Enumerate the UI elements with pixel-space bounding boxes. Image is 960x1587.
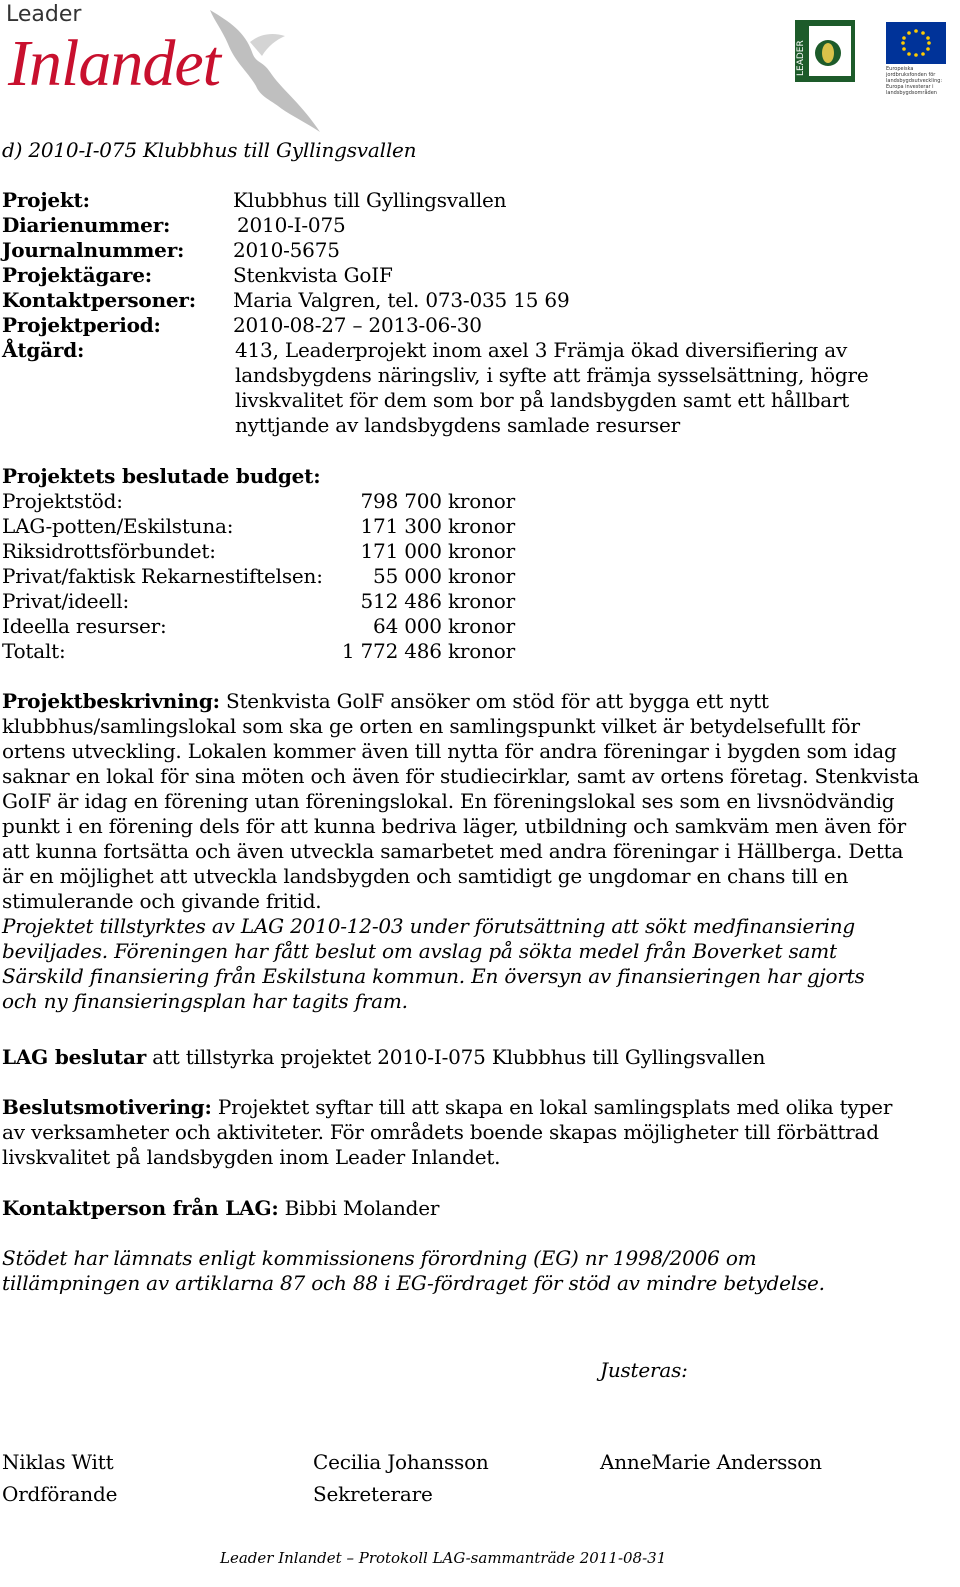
motivation-line: av verksamheter och aktiviteter. För områdets boende skapas möjligheter till förbättrad xyxy=(2,1120,879,1144)
signature-name: AnneMarie Andersson xyxy=(600,1450,822,1474)
budget-label: Privat/ideell: xyxy=(2,589,130,613)
field-label: Projektperiod: xyxy=(2,313,161,337)
description-line xyxy=(2,689,769,714)
description-text: Stenkvista GolF ansöker om stöd för att bygga ett nytt xyxy=(219,689,769,713)
decision-line xyxy=(2,1045,765,1070)
field-label: Journalnummer: xyxy=(2,238,185,262)
budget-label: Projektstöd: xyxy=(2,489,123,513)
leader-logo-icon xyxy=(795,20,855,82)
budget-amount: 64 000 kronor xyxy=(373,614,515,638)
description-italic-line: Särskild finansiering från Eskilstuna kommun. En översyn av finansieringen har gjorts xyxy=(2,964,865,988)
budget-amount: 1 772 486 kronor xyxy=(341,639,515,663)
description-label: Projektbeskrivning: xyxy=(2,689,220,713)
atgard-line: livskvalitet för dem som bor på landsbygden samt ett hållbart xyxy=(235,388,850,412)
description-line: ortens utveckling. Lokalen kommer även till nytta för andra föreningar i bygden som idag xyxy=(2,739,897,763)
description-italic-line: och ny finansieringsplan har tagits fram. xyxy=(2,989,408,1013)
budget-amount: 512 486 kronor xyxy=(360,589,515,613)
field-value: Stenkvista GoIF xyxy=(233,263,393,287)
field-value: Maria Valgren, tel. 073-035 15 69 xyxy=(233,288,570,312)
signature-name: Cecilia Johansson xyxy=(313,1450,489,1474)
contact-line xyxy=(2,1196,439,1221)
field-label: Projekt: xyxy=(2,188,90,212)
field-label: Projektägare: xyxy=(2,263,152,287)
legal-line: tillämpningen av artiklarna 87 och 88 i EG-fördraget för stöd av mindre betydelse. xyxy=(2,1271,825,1295)
budget-label: Riksidrottsförbundet: xyxy=(2,539,216,563)
eu-flag-icon xyxy=(886,22,946,64)
justeras-label: Justeras: xyxy=(600,1358,688,1382)
budget-label: Ideella resurser: xyxy=(2,614,167,638)
atgard-line: 413, Leaderprojekt inom axel 3 Främja ökad diversifiering av xyxy=(235,338,848,362)
description-line: saknar en lokal för sina möten och även för studiecirklar, samt av ortens företag. Stenkvista xyxy=(2,764,919,788)
description-line: punkt i en förening dels för att kunna bedriva läger, utbildning och samkväm men även för xyxy=(2,814,906,838)
budget-amount: 171 300 kronor xyxy=(360,514,515,538)
field-value: 2010-08-27 – 2013-06-30 xyxy=(233,313,482,337)
decision-label: LAG beslutar xyxy=(2,1045,147,1069)
budget-heading: Projektets beslutade budget: xyxy=(2,464,321,488)
budget-amount: 55 000 kronor xyxy=(373,564,515,588)
description-line: är en möjlighet att utveckla landsbygden och samtidigt ge ungdomar en chans till en xyxy=(2,864,849,888)
budget-amount: 171 000 kronor xyxy=(360,539,515,563)
bird-logo-icon xyxy=(190,2,330,137)
page-footer: Leader Inlandet – Protokoll LAG-sammanträde 2011-08-31 xyxy=(220,1549,667,1567)
description-line: stimulerande och givande fritid. xyxy=(2,889,322,913)
description-line: GoIF är idag en förening utan föreningslokal. En föreningslokal ses som en livsnödvändig xyxy=(2,789,895,813)
field-value: Klubbhus till Gyllingsvallen xyxy=(233,188,507,212)
section-title: d) 2010-I-075 Klubbhus till Gyllingsvallen xyxy=(2,138,417,162)
signature-name: Niklas Witt xyxy=(2,1450,114,1474)
svg-text:LEADER: LEADER xyxy=(796,40,806,76)
eu-caption: Europeiska jordbruksfonden för landsbygdsutveckling: Europa investerar i landsbygdsområden xyxy=(886,66,943,96)
motivation-line: livskvalitet på landsbygden inom Leader Inlandet. xyxy=(2,1145,501,1169)
logo-leader-text: Leader xyxy=(6,2,82,27)
budget-label: LAG-potten/Eskilstuna: xyxy=(2,514,234,538)
logo-inlandet-text: Inlandet xyxy=(8,27,220,100)
description-line: klubbhus/samlingslokal som ska ge orten en samlingspunkt vilket är betydelsefullt för xyxy=(2,714,860,738)
signature-role: Ordförande xyxy=(2,1482,118,1506)
legal-line: Stödet har lämnats enligt kommissionens förordning (EG) nr 1998/2006 om xyxy=(2,1246,757,1270)
motivation-text: Projektet syftar till att skapa en lokal samlingsplats med olika typer xyxy=(211,1095,893,1119)
budget-amount: 798 700 kronor xyxy=(360,489,515,513)
atgard-line: landsbygdens näringsliv, i syfte att främja sysselsättning, högre xyxy=(235,363,869,387)
description-line: att kunna fortsätta och även utveckla samarbetet med andra föreningar i Hällberga. Detta xyxy=(2,839,904,863)
field-label: Diarienummer: xyxy=(2,213,171,237)
description-italic-line: beviljades. Föreningen har fått beslut om avslag på sökta medel från Boverket samt xyxy=(2,939,837,963)
atgard-label: Åtgärd: xyxy=(2,338,85,362)
budget-label: Totalt: xyxy=(2,639,66,663)
description-italic-line: Projektet tillstyrktes av LAG 2010-12-03 under förutsättning att sökt medfinansiering xyxy=(2,914,856,938)
atgard-line: nyttjande av landsbygdens samlade resurser xyxy=(235,413,680,437)
budget-label: Privat/faktisk Rekarnestiftelsen: xyxy=(2,564,323,588)
field-value: 2010-5675 xyxy=(233,238,340,262)
motivation-line xyxy=(2,1095,892,1120)
contact-name: Bibbi Molander xyxy=(278,1196,440,1220)
signature-role: Sekreterare xyxy=(313,1482,433,1506)
field-label: Kontaktpersoner: xyxy=(2,288,196,312)
field-value: 2010-I-075 xyxy=(237,213,346,237)
decision-text: att tillstyrka projektet 2010-I-075 Klubbhus till Gyllingsvallen xyxy=(146,1045,766,1069)
motivation-label: Beslutsmotivering: xyxy=(2,1095,212,1119)
contact-label: Kontaktperson från LAG: xyxy=(2,1196,279,1220)
